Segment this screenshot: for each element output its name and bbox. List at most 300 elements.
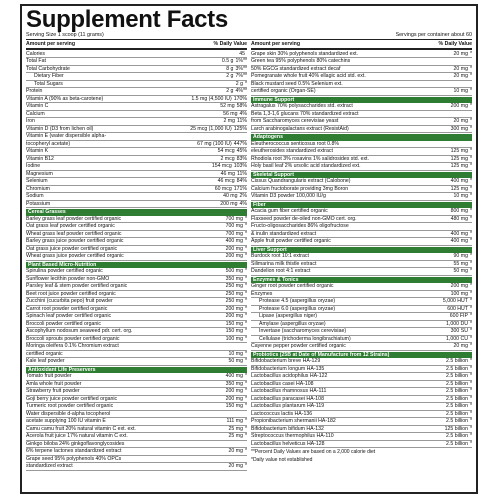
amount-value: 200 mg	[450, 283, 468, 289]
ingredient-amount	[218, 178, 247, 185]
amount-value: 400 mg	[225, 373, 243, 379]
nutrient-row	[251, 403, 472, 411]
ingredient-name: Calories	[26, 50, 46, 57]
amount-value: 10 mg	[228, 350, 243, 357]
nutrient-row	[26, 178, 247, 186]
ingredient-amount	[470, 111, 472, 118]
amount-value: 46 mcg	[217, 178, 235, 184]
ingredient-amount	[454, 118, 472, 125]
ingredient-name: Spirulina powder certified organic	[26, 268, 103, 274]
amount-value: 54 mcg	[217, 148, 235, 154]
nutrient-row	[26, 96, 247, 104]
ingredient-amount	[223, 111, 247, 118]
amount-value: 2.5 billion	[446, 388, 468, 394]
ingredient-name: Selenium	[26, 178, 48, 184]
amount-value: 1.5 mg (4,500 IU)	[191, 95, 232, 102]
amount-value: 250 mg	[225, 290, 243, 297]
daily-value: *	[469, 298, 472, 304]
ingredient-amount	[226, 388, 247, 395]
daily-value: *	[469, 178, 472, 184]
daily-value: *	[469, 365, 472, 372]
ingredient-amount	[218, 148, 247, 155]
amount-value: 52 mg	[220, 103, 235, 109]
ingredient-amount	[451, 216, 472, 223]
ingredient-name: Iodine	[26, 163, 41, 169]
ingredient-amount	[197, 141, 247, 148]
ingredient-amount	[446, 381, 472, 388]
daily-value: 4%	[239, 200, 247, 207]
ingredient-name: Vitamin K	[26, 148, 49, 154]
ingredient-name: Lactobacillus plantarum HA-119	[251, 403, 325, 409]
amount-value: 700 mg	[225, 215, 243, 222]
daily-value: *	[469, 440, 472, 447]
ingredient-name: Magnesium	[26, 170, 53, 177]
ingredient-amount	[239, 51, 247, 58]
ingredient-amount	[451, 156, 472, 163]
ingredient-amount	[226, 306, 247, 313]
ingredient-amount	[223, 193, 247, 200]
column-header	[251, 41, 472, 50]
amount-value: 600 HUT	[447, 305, 468, 312]
ingredient-name: acetate supplying 100 IU vitamin E	[26, 418, 106, 424]
daily-value: *	[244, 403, 247, 409]
ingredient-amount	[451, 103, 472, 110]
ingredient-amount	[212, 163, 247, 170]
amount-value: 125 billion	[444, 425, 468, 432]
ingredient-amount	[445, 426, 472, 433]
amount-value: 56 mg	[223, 110, 238, 117]
ingredient-name: Parsley leaf & stem powder certified organic	[26, 283, 128, 289]
amount-value: 1,000 CU	[446, 335, 468, 342]
amount-value: 400 mg	[450, 230, 468, 237]
nutrient-row	[251, 148, 472, 156]
daily-value: *	[469, 410, 472, 417]
section-heading: Liver Support	[251, 247, 472, 254]
daily-value: *	[244, 380, 247, 387]
ingredient-amount	[454, 51, 472, 58]
ingredient-amount	[454, 343, 472, 350]
nutrient-row	[26, 403, 247, 411]
amount-value: 100 mg	[450, 290, 468, 297]
amount-value: 50 mg	[453, 268, 468, 274]
ingredient-amount	[245, 456, 247, 463]
daily-value: *	[469, 193, 472, 199]
nutrient-row	[251, 231, 472, 239]
ingredient-amount	[245, 343, 247, 350]
ingredient-name: Strawberry fruit powder	[26, 388, 80, 394]
daily-value: *	[244, 268, 247, 274]
daily-value: *	[469, 283, 472, 289]
amount-value: 700 mg	[225, 230, 243, 237]
daily-value: *	[244, 238, 247, 244]
ingredient-name: Spinach leaf powder certified organic	[26, 313, 112, 319]
section-heading: Enzymes & Tonics	[251, 277, 472, 284]
ingredient-name: Iron	[26, 118, 35, 124]
ingredient-name: Total Fat	[26, 58, 46, 64]
daily-value: *	[244, 373, 247, 379]
ingredient-amount	[454, 66, 472, 73]
footnote: **Percent Daily Values are based on a 2,000 calorie diet	[251, 449, 376, 455]
ingredient-name: Vitamin D3 powder 100,000 IU/g	[251, 193, 326, 199]
nutrient-row	[251, 426, 472, 434]
ingredient-amount	[226, 298, 247, 305]
ingredient-amount	[447, 306, 472, 313]
ingredient-amount	[470, 81, 472, 88]
daily-value: *	[244, 388, 247, 394]
ingredient-name: standardized extract	[26, 463, 73, 469]
amount-value: 20 mg	[453, 73, 468, 79]
column-header	[26, 41, 247, 50]
amount-value: 400 mg	[225, 238, 243, 244]
amount-value: 25 mg	[228, 433, 243, 439]
amount-value: 200 mg	[225, 395, 243, 402]
ingredient-amount	[446, 418, 472, 425]
ingredient-name: Goji berry juice powder certified organic	[26, 395, 118, 402]
ingredient-name: Bifidobacterium longum HA-135	[251, 365, 325, 372]
ingredient-name: Calcium	[26, 110, 45, 117]
amount-value: 1,000 DU	[446, 320, 468, 327]
ingredient-amount	[226, 321, 247, 328]
nutrient-row	[26, 103, 247, 111]
daily-value: *	[469, 253, 472, 259]
nutrient-row	[251, 253, 472, 261]
ingredient-amount	[226, 66, 247, 73]
ingredient-name: from Saccharomyces cerevisiae yeast	[251, 118, 339, 124]
ingredient-name: Black mustard seed 0.5% Selenium ext.	[251, 80, 343, 87]
daily-value: *	[469, 320, 472, 327]
nutrient-row	[26, 463, 247, 471]
label-columns	[26, 41, 472, 471]
ingredient-name: Grape skin 30% polyphenols standardized ext.	[251, 50, 358, 57]
ingredient-name: Chromium	[26, 185, 50, 192]
section-heading: Skeletal Support	[251, 172, 472, 179]
ingredient-name: Ginkgo biloba 24% ginkgoflavonglycosides	[26, 440, 125, 447]
ingredient-name: certified organic (Organ-SE)	[251, 88, 316, 94]
daily-value: *	[244, 320, 247, 327]
amount-value: 2.5 billion	[446, 418, 468, 424]
amount-value: 90 mg	[453, 253, 468, 259]
ingredient-name: Fructo-oligosaccharides 86% oligofructose	[251, 223, 349, 229]
amount-value: 10 mg	[453, 193, 468, 199]
ingredient-name: Oat grass leaf powder certified organic	[26, 223, 115, 229]
section-heading: Fiber	[251, 202, 472, 209]
nutrient-row	[251, 126, 472, 134]
nutrient-row	[251, 298, 472, 306]
daily-value: *	[469, 65, 472, 72]
amount-header: Amount per serving	[26, 41, 76, 47]
ingredient-name: Carrot root powder certified organic	[26, 305, 108, 312]
daily-value: *	[469, 163, 472, 169]
nutrient-row	[251, 441, 472, 449]
ingredient-amount	[226, 216, 247, 223]
nutrient-row	[26, 358, 247, 366]
amount-value: 2 mcg	[220, 155, 235, 162]
nutrient-row	[251, 328, 472, 336]
amount-value: 20 mg	[228, 463, 243, 469]
nutrient-row	[26, 388, 247, 396]
ingredient-name: Acacia gum fiber certified organic	[251, 208, 328, 214]
daily-value: *	[469, 125, 472, 132]
ingredient-name: Lactobacillus helveticus HA-128	[251, 440, 325, 447]
daily-value: *	[469, 395, 472, 402]
daily-value: *	[469, 343, 472, 349]
nutrient-row	[26, 313, 247, 321]
daily-value: *	[469, 230, 472, 237]
amount-value: 200 mg	[450, 103, 468, 109]
ingredient-name: certified organic	[26, 350, 63, 357]
daily-value: *	[469, 358, 472, 364]
ingredient-name: Grape seed 95% polyphenols 40% OPCs	[26, 455, 122, 462]
ingredient-amount	[226, 253, 247, 260]
amount-value: 20 mg	[453, 50, 468, 57]
nutrient-row	[251, 111, 472, 119]
dv-header: % Daily Value	[213, 41, 247, 47]
ingredient-amount	[229, 426, 247, 433]
nutrient-row	[251, 66, 472, 74]
nutrient-row	[251, 388, 472, 396]
daily-value: 447%	[233, 140, 247, 147]
nutrient-row	[26, 276, 247, 284]
ingredient-amount	[245, 441, 247, 448]
ingredient-amount	[451, 126, 472, 133]
daily-value: *	[244, 335, 247, 342]
nutrient-row	[26, 298, 247, 306]
amount-value: 125 mg	[450, 163, 468, 169]
amount-value: 200 mg	[225, 245, 243, 252]
nutrient-row	[26, 381, 247, 389]
ingredient-name: Barley grass juice powder certified organic	[26, 238, 124, 244]
ingredient-amount	[454, 88, 472, 95]
ingredient-amount	[450, 313, 472, 320]
nutrient-row	[26, 66, 247, 74]
ingredient-amount	[221, 171, 247, 178]
nutrient-row	[251, 418, 472, 426]
daily-value: *	[469, 148, 472, 154]
ingredient-amount	[229, 358, 247, 365]
ingredient-name: Invertase (saccharomyces cerevisiae)	[259, 328, 347, 334]
daily-value: *	[469, 50, 472, 57]
nutrient-row	[26, 343, 247, 351]
ingredient-amount	[226, 238, 247, 245]
nutrient-row	[251, 156, 472, 164]
daily-value: *	[469, 403, 472, 409]
ingredient-amount	[220, 156, 247, 163]
nutrient-row	[251, 306, 472, 314]
nutrient-row	[26, 456, 247, 464]
ingredient-name: Barley grass leaf powder certified organic	[26, 215, 122, 222]
ingredient-name: Cellulase (trichoderma longibrachiatum)	[259, 335, 351, 342]
daily-value: *	[244, 395, 247, 402]
ingredient-name: Sunflower lecithin powder non-GMO	[26, 275, 110, 282]
section-heading: Adaptogens	[251, 134, 472, 141]
daily-value: *	[469, 155, 472, 162]
daily-value: *	[469, 268, 472, 274]
ingredient-amount	[443, 298, 472, 305]
ingredient-amount	[236, 81, 247, 88]
daily-value: *	[469, 328, 472, 334]
ingredient-name: Burdock root 10:1 extract	[251, 253, 309, 259]
ingredient-name: Camu camu fruit 20% natural vitamin C ext. ext.	[26, 425, 136, 432]
nutrient-row	[251, 366, 472, 374]
amount-value: 400 mg	[450, 238, 468, 244]
daily-value: *	[469, 118, 472, 124]
ingredient-amount	[446, 411, 472, 418]
ingredient-amount	[226, 268, 247, 275]
ingredient-name: tocopheryl acetate)	[26, 140, 71, 147]
amount-value: 150 mg	[225, 328, 243, 334]
ingredient-name: Propionibacterium shermanii HA-182	[251, 418, 336, 424]
daily-value: *	[469, 373, 472, 379]
ingredient-amount	[222, 58, 247, 65]
nutrient-row	[251, 216, 472, 224]
ingredient-name: & inulin standardized extract	[251, 230, 317, 237]
amount-value: 2 g	[235, 80, 243, 87]
daily-value: *	[469, 73, 472, 79]
nutrient-row	[26, 111, 247, 119]
ingredient-name: Lactobacillus casei HA-108	[251, 380, 314, 387]
daily-value: *	[244, 448, 247, 454]
ingredient-amount	[454, 261, 472, 268]
nutrient-row	[26, 306, 247, 314]
ingredient-amount	[446, 403, 472, 410]
nutrient-row	[251, 223, 472, 231]
daily-value: 171%	[233, 185, 247, 192]
nutrient-row	[251, 208, 472, 216]
ingredient-amount	[226, 283, 247, 290]
nutrient-row	[26, 88, 247, 96]
serving-info	[26, 32, 472, 40]
daily-value: 84%	[236, 178, 247, 184]
ingredient-amount	[226, 231, 247, 238]
ingredient-amount	[226, 276, 247, 283]
amount-value: 350 mg	[225, 275, 243, 282]
amount-value: 200 mg	[225, 313, 243, 319]
ingredient-name: Protease 4.5 (aspergillus oryzae)	[259, 298, 336, 304]
ingredient-amount	[226, 336, 247, 343]
daily-value: *	[469, 238, 472, 244]
dv-header: % Daily Value	[438, 41, 472, 47]
daily-value: *	[469, 388, 472, 394]
nutrient-row	[26, 186, 247, 194]
ingredient-name: Green tea 95% polyphenols 80% catechins	[251, 58, 351, 64]
ingredient-name: 6% terpene lactones standardized extract	[26, 448, 122, 454]
ingredient-name: Broccoli sprouts powder certified organic	[26, 335, 120, 342]
daily-value: *	[469, 418, 472, 424]
amount-value: 46 mg	[220, 170, 235, 177]
amount-value: 2.5 billion	[446, 403, 468, 409]
nutrient-row	[251, 178, 472, 186]
daily-value: 11%	[237, 170, 247, 177]
nutrient-row	[26, 223, 247, 231]
ingredient-amount	[446, 441, 472, 448]
amount-value: 25 mg	[228, 425, 243, 432]
daily-value: *	[469, 208, 472, 214]
daily-value: *	[469, 290, 472, 297]
amount-value: 154 mcg	[211, 163, 232, 169]
daily-value: 125%	[233, 125, 247, 132]
ingredient-amount	[451, 291, 472, 298]
ingredient-name: Beet root juice powder certified organic	[26, 290, 116, 297]
ingredient-amount	[226, 313, 247, 320]
nutrient-row	[26, 126, 247, 134]
amount-value: 25 mcg (1,000 IU)	[190, 125, 232, 132]
ingredient-name: Ginger root powder certified organic	[251, 283, 334, 289]
ingredient-name: Protease 6.0 (aspergillus oryzae)	[259, 305, 336, 312]
ingredient-amount	[229, 463, 247, 470]
ingredient-name: Turmeric root powder certified organic	[26, 403, 114, 409]
ingredient-name: Amla whole fruit powder	[26, 380, 82, 387]
nutrient-row	[26, 351, 247, 359]
daily-value: *	[469, 433, 472, 439]
servings-per-container: Servings per container about 60	[395, 32, 472, 38]
nutrient-row	[251, 73, 472, 81]
daily-value: 4%**	[235, 88, 247, 94]
nutrient-row	[26, 448, 247, 456]
ingredient-amount	[226, 373, 247, 380]
nutrient-row	[26, 336, 247, 344]
nutrient-row	[26, 268, 247, 276]
ingredient-amount	[446, 388, 472, 395]
nutrient-row	[26, 171, 247, 179]
ingredient-amount	[446, 366, 472, 373]
nutrient-row	[251, 103, 472, 111]
amount-value: 600 FIP	[449, 313, 468, 319]
ingredient-amount	[215, 186, 247, 193]
nutrient-row	[251, 283, 472, 291]
amount-value: 0.5 g	[221, 58, 234, 64]
nutrient-row	[251, 381, 472, 389]
nutrient-row	[26, 231, 247, 239]
ingredient-amount	[454, 253, 472, 260]
nutrient-row	[251, 396, 472, 404]
ingredient-name: Sodium	[26, 193, 44, 199]
ingredient-name: Lipase (aspergillus niger)	[259, 313, 317, 319]
amount-value: 800 mg	[450, 208, 468, 214]
nutrient-row	[251, 58, 472, 66]
daily-value: *	[244, 245, 247, 252]
section-heading: Antioxidant Life Preservers	[26, 367, 247, 374]
footnote: *Daily value not established	[251, 456, 313, 463]
ingredient-name: Astragalus 70% polysaccharides std. extract	[251, 103, 353, 109]
ingredient-amount	[446, 321, 472, 328]
ingredient-amount	[229, 448, 247, 455]
amount-value: 20 mg	[453, 118, 468, 124]
nutrient-row	[26, 141, 247, 149]
nutrient-row	[251, 238, 472, 246]
section-heading: Plant Based Micro-Nutrition	[26, 262, 247, 269]
ingredient-amount	[451, 163, 472, 170]
nutrient-row	[26, 201, 247, 209]
ingredient-amount	[470, 223, 472, 230]
nutrient-row	[26, 328, 247, 336]
nutrient-row	[26, 238, 247, 246]
ingredient-amount	[470, 141, 472, 148]
daily-value: *	[244, 80, 247, 87]
label-title: Supplement Facts	[26, 6, 228, 33]
daily-value: *	[244, 215, 247, 222]
nutrient-row	[26, 426, 247, 434]
ingredient-name: Lactobacillus rhamnosus HA-111	[251, 388, 327, 394]
amount-value: 50 mg	[228, 358, 243, 364]
ingredient-name: Beta 1,3-1,6 glucans 70% standardized extract	[251, 110, 359, 117]
ingredient-name: Flaxseed powder de-oiled non-GMO cert. org.	[251, 215, 357, 222]
amount-value: 20 mg	[453, 343, 468, 349]
left-column	[26, 41, 247, 471]
ingredient-amount	[245, 411, 247, 418]
daily-value: *	[244, 283, 247, 289]
ingredient-name: Protein	[26, 88, 43, 94]
amount-value: 10 mg	[453, 88, 468, 94]
